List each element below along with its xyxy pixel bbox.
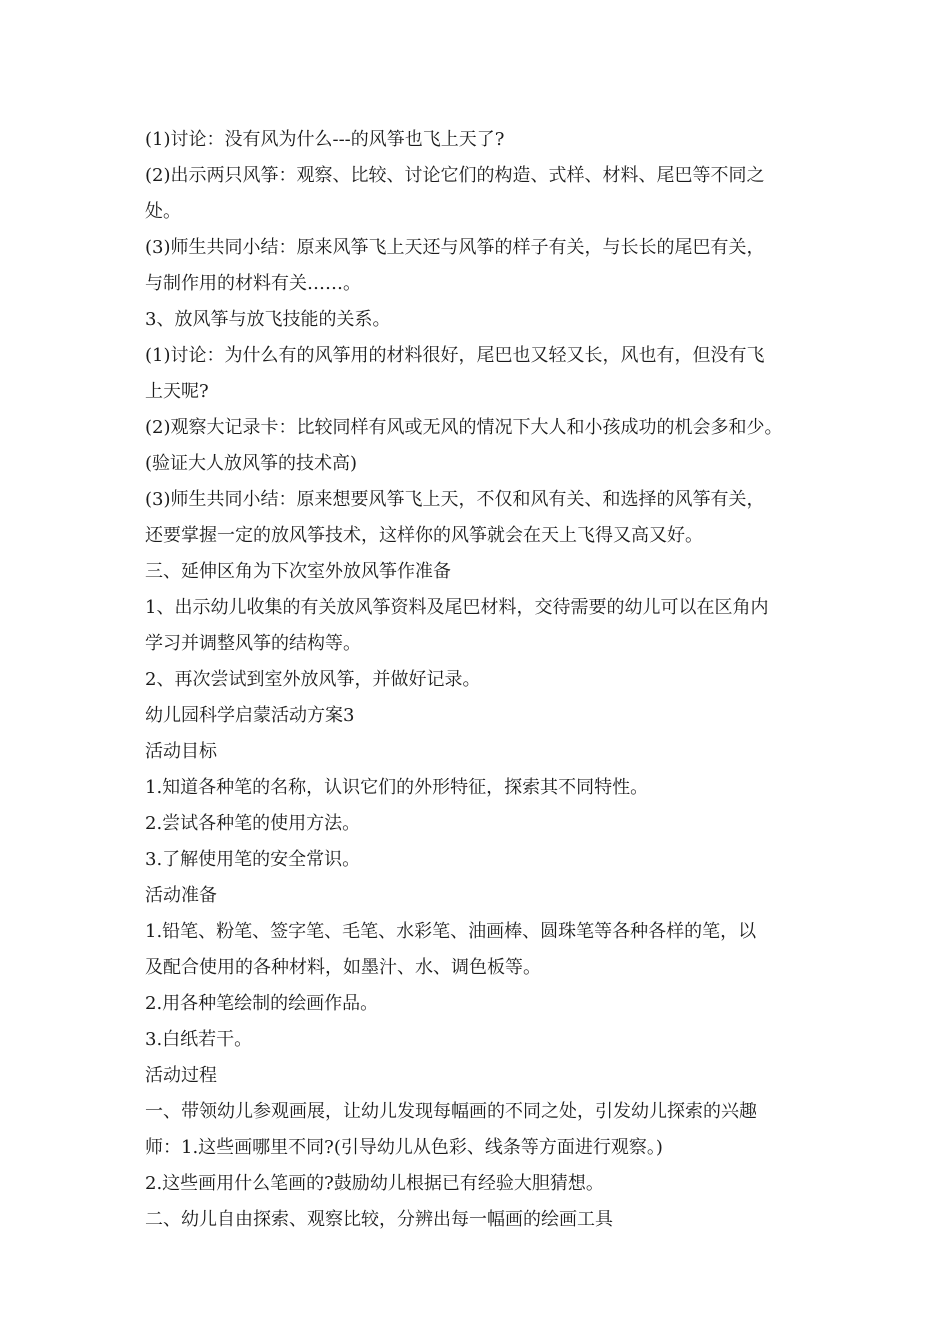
- text-line: 与制作用的材料有关……。: [145, 273, 361, 294]
- section-heading: 活动目标: [145, 741, 217, 762]
- text-line: 2.这些画用什么笔画的?鼓励幼儿根据已有经验大胆猜想。: [145, 1173, 604, 1194]
- text-line: 1.知道各种笔的名称，认识它们的外形特征，探索其不同特性。: [145, 777, 649, 798]
- text-line: 一、带领幼儿参观画展，让幼儿发现每幅画的不同之处，引发幼儿探索的兴趣: [145, 1101, 757, 1122]
- text-line: (2)出示两只风筝：观察、比较、讨论它们的构造、式样、材料、尾巴等不同之: [145, 165, 765, 186]
- section-heading: 3、放风筝与放飞技能的关系。: [145, 309, 391, 330]
- section-heading: 三、延伸区角为下次室外放风筝作准备: [145, 561, 451, 582]
- text-line: 学习并调整风筝的结构等。: [145, 633, 361, 654]
- text-line: (3)师生共同小结：原来想要风筝飞上天，不仅和风有关、和选择的风筝有关，: [145, 489, 765, 510]
- text-line: (1)讨论：没有风为什么---的风筝也飞上天了?: [145, 129, 505, 150]
- text-line: 1、出示幼儿收集的有关放风筝资料及尾巴材料，交待需要的幼儿可以在区角内: [145, 597, 769, 618]
- document-body: [145, 122, 825, 1238]
- text-line: 2.用各种笔绘制的绘画作品。: [145, 993, 379, 1014]
- text-line: (2)观察大记录卡：比较同样有风或无风的情况下大人和小孩成功的机会多和少。: [145, 417, 783, 438]
- text-line: 师：1.这些画哪里不同?(引导幼儿从色彩、线条等方面进行观察。): [145, 1137, 663, 1158]
- text-line: 3.白纸若干。: [145, 1029, 253, 1050]
- text-line: 2.尝试各种笔的使用方法。: [145, 813, 361, 834]
- text-line: 及配合使用的各种材料，如墨汁、水、调色板等。: [145, 957, 541, 978]
- text-line: 二、幼儿自由探索、观察比较，分辨出每一幅画的绘画工具: [145, 1209, 613, 1230]
- text-line: 2、再次尝试到室外放风筝，并做好记录。: [145, 669, 481, 690]
- text-line: 3.了解使用笔的安全常识。: [145, 849, 361, 870]
- section-heading: 活动过程: [145, 1065, 217, 1086]
- text-line: (3)师生共同小结：原来风筝飞上天还与风筝的样子有关，与长长的尾巴有关，: [145, 237, 765, 258]
- text-line: (验证大人放风筝的技术高): [145, 453, 358, 474]
- text-line: (1)讨论：为什么有的风筝用的材料很好，尾巴也又轻又长，风也有，但没有飞: [145, 345, 765, 366]
- section-heading: 活动准备: [145, 885, 217, 906]
- text-line: 1.铅笔、粉笔、签字笔、毛笔、水彩笔、油画棒、圆珠笔等各种各样的笔，以: [145, 921, 757, 942]
- document-title: 幼儿园科学启蒙活动方案3: [145, 705, 355, 726]
- text-line: 处。: [145, 201, 181, 222]
- text-line: 还要掌握一定的放风筝技术，这样你的风筝就会在天上飞得又高又好。: [145, 525, 703, 546]
- text-line: 上天呢?: [145, 381, 209, 402]
